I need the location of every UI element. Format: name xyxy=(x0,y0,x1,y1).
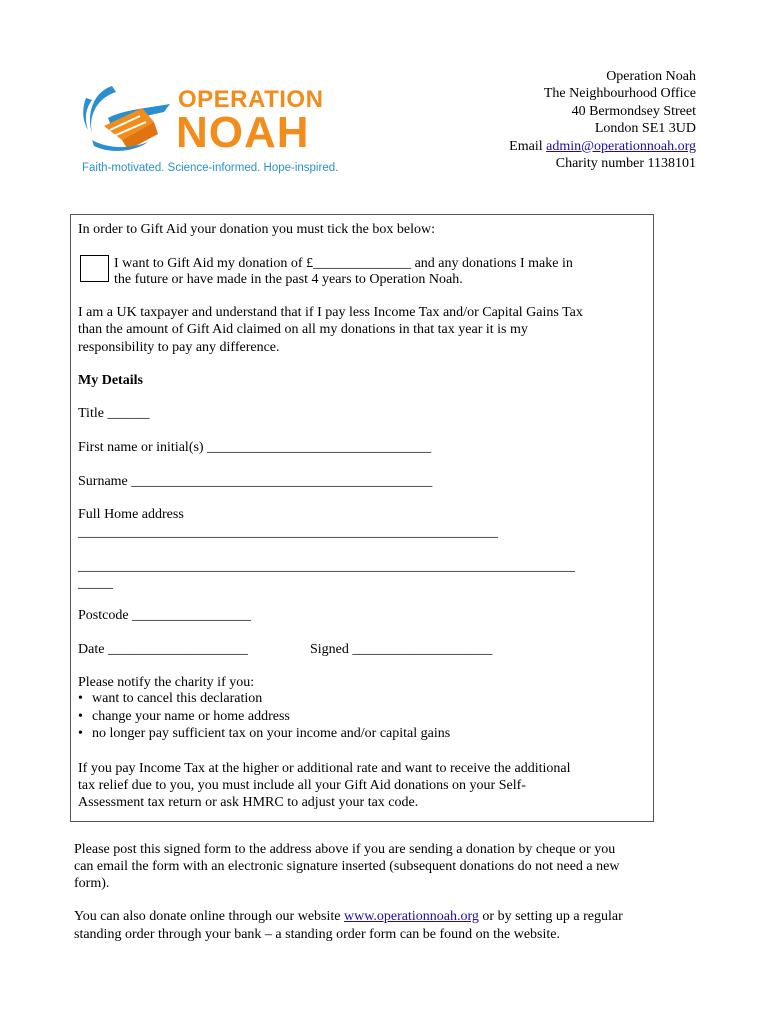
email-link[interactable]: admin@operationnoah.org xyxy=(546,138,696,154)
date-field[interactable]: Date ____________________ xyxy=(78,642,248,657)
notify-heading: Please notify the charity if you: xyxy=(78,675,255,690)
operation-noah-logo xyxy=(82,78,344,178)
list-item: • change your name or home address xyxy=(78,708,290,724)
charity-address xyxy=(509,68,696,172)
taxpayer-statement-line3: responsibility to pay any difference. xyxy=(78,340,280,355)
title-field[interactable]: Title ______ xyxy=(78,406,150,421)
notify-list xyxy=(78,690,450,743)
higher-rate-line1: If you pay Income Tax at the higher or additional rate and want to receive the additional xyxy=(78,761,571,776)
surname-field[interactable]: Surname ___________________________________________ xyxy=(78,474,433,489)
higher-rate-line2: tax relief due to you, you must include all your Gift Aid donations on your Self- xyxy=(78,778,526,793)
logo-wordmark-operation: OPERATION xyxy=(178,86,324,113)
list-item: • no longer pay sufficient tax on your income and/or capital gains xyxy=(78,726,451,742)
gift-aid-checkbox[interactable] xyxy=(80,255,109,282)
logo-wordmark-noah: NOAH xyxy=(176,108,310,157)
logo-tagline: Faith-motivated. Science-informed. Hope-inspired. xyxy=(82,162,339,174)
website-link[interactable]: www.operationnoah.org xyxy=(343,909,479,924)
online-donation-line1 xyxy=(74,908,623,926)
charity-number: Charity number 1138101 xyxy=(555,156,696,172)
gift-aid-statement-line1: I want to Gift Aid my donation of £______________ and any donations I make in xyxy=(114,256,573,271)
address-name: Operation Noah xyxy=(606,69,696,84)
my-details-heading: My Details xyxy=(78,373,143,388)
online-donation-line2: standing order through your bank – a standing order form can be found on the website. xyxy=(74,927,560,942)
address-street: 40 Bermondsey Street xyxy=(571,103,696,119)
address-office: The Neighbourhood Office xyxy=(543,86,696,102)
post-instructions-line3: form). xyxy=(74,876,110,891)
home-address-line3[interactable]: _____ xyxy=(78,576,113,591)
email-label: Email xyxy=(509,138,543,154)
postcode-field[interactable]: Postcode _________________ xyxy=(78,608,252,623)
home-address-line1[interactable]: ____________________________________________________________ xyxy=(78,525,498,540)
first-name-field[interactable]: First name or initial(s) ________________________________ xyxy=(78,440,432,455)
online-prefix: You can also donate online through our website xyxy=(74,909,344,924)
address-city: London SE1 3UD xyxy=(594,121,696,137)
declaration-intro: In order to Gift Aid your donation you must tick the box below: xyxy=(78,222,435,237)
post-instructions-line1: Please post this signed form to the address above if you are sending a donation by cheque or you xyxy=(74,842,616,857)
higher-rate-line3: Assessment tax return or ask HMRC to adjust your tax code. xyxy=(78,795,419,810)
list-item: • want to cancel this declaration xyxy=(78,691,263,706)
ark-wave-icon xyxy=(82,78,174,154)
signature-field[interactable]: Signed ____________________ xyxy=(310,642,493,657)
home-address-line2[interactable]: _______________________________________________________________________ xyxy=(78,559,575,574)
gift-aid-statement-line2: the future or have made in the past 4 years to Operation Noah. xyxy=(114,272,463,287)
taxpayer-statement-line2: than the amount of Gift Aid claimed on all my donations in that tax year it is my xyxy=(78,322,528,337)
online-suffix: or by setting up a regular xyxy=(478,909,623,924)
address-email-line xyxy=(509,138,696,155)
taxpayer-statement-line1: I am a UK taxpayer and understand that if I pay less Income Tax and/or Capital Gains Tax xyxy=(78,305,583,320)
post-instructions-line2: can email the form with an electronic signature inserted (subsequent donations do not need a new xyxy=(74,859,620,874)
home-address-label: Full Home address xyxy=(78,507,184,522)
